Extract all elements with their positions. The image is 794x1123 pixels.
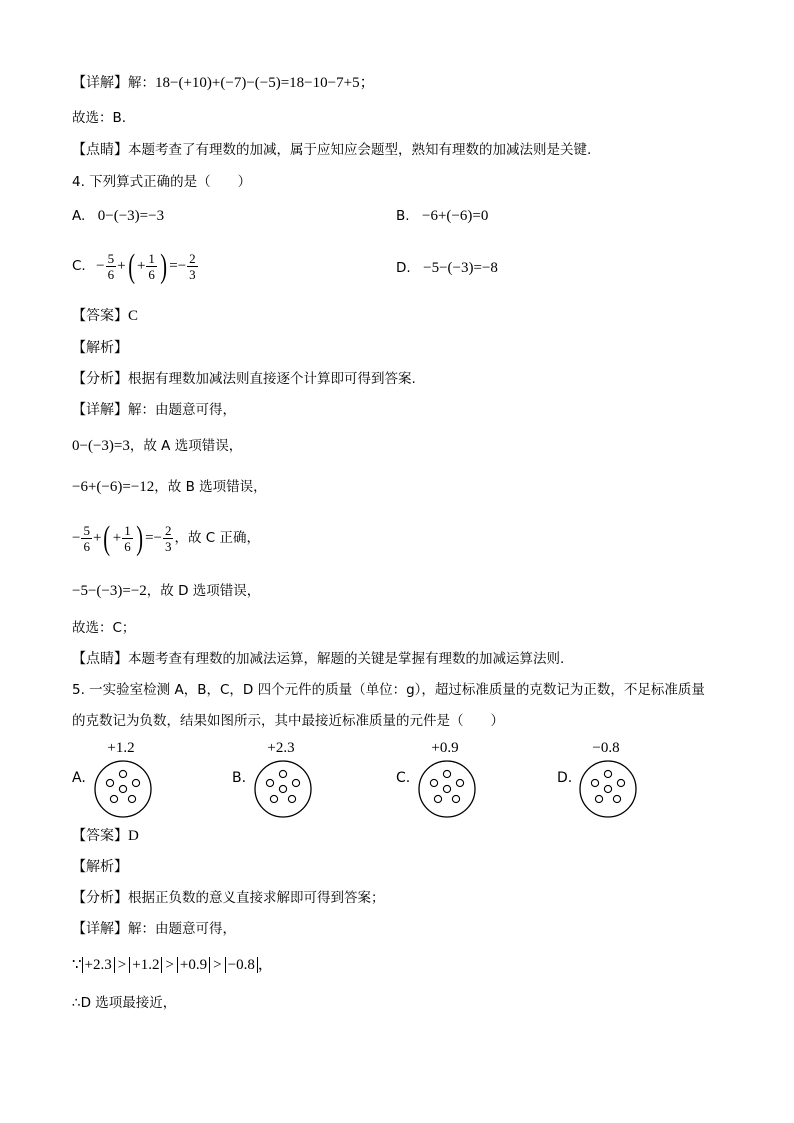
comparison-line: ∵ +2.3 > +1.2 > +0.9 > −0.8 ，: [72, 957, 273, 973]
hole: [266, 779, 273, 786]
analysis-tag: 【分析】: [72, 371, 128, 387]
choice-line: 故选：C；: [72, 620, 136, 636]
question-4-stem: 4. 下列算式正确的是（ ）: [72, 174, 252, 190]
detail-tag: 【详解】: [72, 921, 128, 937]
fraction: $\frac{1}{6}$: [148, 251, 155, 283]
detail-tag: 【详解】: [72, 75, 128, 91]
fraction: $\frac{5}{6}$: [83, 523, 90, 555]
hole: [279, 785, 286, 792]
component-label: C.: [396, 770, 411, 786]
answer-tag: 【答案】: [72, 828, 128, 844]
analysis-line: [72, 369, 416, 389]
outer-ring: [255, 761, 311, 817]
outer-ring: [580, 761, 636, 817]
detail-line: [72, 400, 236, 420]
hole: [128, 795, 135, 802]
option-a-label: A.: [72, 208, 86, 224]
hole: [279, 770, 286, 777]
plus-sign: +: [117, 258, 126, 274]
fraction: $\frac{5}{6}$: [107, 251, 115, 283]
analysis-tag: 【分析】: [72, 890, 128, 906]
hole: [106, 779, 113, 786]
hole: [591, 779, 598, 786]
component-disc: [92, 758, 154, 820]
comment-tag: 【点睛】: [72, 651, 128, 667]
detail-line: [72, 919, 236, 939]
hole: [456, 779, 463, 786]
analysis-text: 根据正负数的意义直接求解即可得到答案；: [128, 890, 385, 906]
outer-ring: [95, 761, 151, 817]
option-b-label: B.: [396, 208, 410, 224]
detail-text: 解：由题意可得，: [128, 921, 236, 937]
hole: [430, 779, 437, 786]
comment-text: 本题考查了有理数的加减，属于应知应会题型，熟知有理数的加减法则是关键.: [128, 142, 592, 158]
comment-tag: 【点睛】: [72, 142, 128, 158]
hole: [110, 795, 117, 802]
option-c-expression: − $\frac{5}{6}$ +( + $\frac{1}{6}$ ) =− $\frac{2}{3}$: [96, 247, 196, 285]
component-label: A.: [72, 770, 86, 786]
component-value: −0.8: [592, 740, 620, 756]
option-d: [396, 258, 498, 278]
comment-text: 本题考查有理数的加减法运算，解题的关键是掌握有理数的加减运算法则.: [128, 651, 565, 667]
hole: [443, 770, 450, 777]
component-value: +2.3: [267, 740, 295, 756]
solution-step-4: −5−(−3)=−2，故 D 选项错误，: [72, 583, 261, 599]
detail-expression: 18−(+10)+(−7)−(−5)=18−10−7+5；: [155, 75, 375, 91]
comment-line: [72, 649, 564, 669]
option-b: [396, 206, 488, 226]
hole: [292, 779, 299, 786]
answer-line: [72, 826, 139, 846]
question-5-stem-line-1: 5. 一实验室检测 A，B，C，D 四个元件的质量（单位：g），超过标准质量的克数记为正数，不足标准质量: [72, 682, 705, 698]
minus-sign: −: [96, 258, 105, 274]
detail-tag: 【详解】: [72, 402, 128, 418]
component-disc: [252, 758, 314, 820]
analysis-line: [72, 888, 385, 908]
solution-step-1: 0−(−3)=3，故 A 选项错误，: [72, 438, 243, 454]
analysis-text: 根据有理数加减法则直接逐个计算即可得到答案.: [128, 371, 416, 387]
hole: [613, 795, 620, 802]
solution-step-2: −6+(−6)=−12，故 B 选项错误，: [72, 479, 267, 495]
detail-text: 解：由题意可得，: [128, 402, 236, 418]
question-5-stem-line-2: 的克数记为负数，结果如图所示，其中最接近标准质量的元件是（ ）: [72, 713, 504, 729]
comment-line: [72, 140, 591, 160]
solution-step-3: − $\frac{5}{6}$ +( + $\frac{1}{6}$ ) =− $\frac{2}{3}$ ，故 C 正确，: [72, 519, 260, 557]
hole: [595, 795, 602, 802]
answer-value: D: [128, 828, 139, 844]
hole: [452, 795, 459, 802]
fraction: $\frac{1}{6}$: [124, 523, 131, 555]
fraction: $\frac{2}{3}$: [189, 251, 196, 283]
hole: [604, 785, 611, 792]
option-d-label: D.: [396, 260, 411, 276]
hole: [617, 779, 624, 786]
component-label: D.: [557, 770, 573, 786]
hole: [119, 770, 126, 777]
option-c-label: C.: [72, 258, 86, 274]
analysis-heading: 【解析】: [72, 340, 128, 356]
choice-line: 故选：B.: [72, 110, 127, 126]
option-d-expression: −5−(−3)=−8: [423, 260, 498, 276]
detail-line: [72, 73, 375, 93]
component-disc: [416, 758, 478, 820]
outer-ring: [419, 761, 475, 817]
option-a: [72, 206, 164, 226]
analysis-heading: 【解析】: [72, 859, 128, 875]
component-value: +1.2: [107, 740, 135, 756]
hole: [288, 795, 295, 802]
detail-prefix: 解：: [128, 75, 155, 91]
answer-tag: 【答案】: [72, 308, 128, 324]
hole: [119, 785, 126, 792]
hole: [132, 779, 139, 786]
option-c: [72, 246, 199, 286]
answer-line: [72, 306, 138, 326]
fraction: $\frac{2}{3}$: [164, 523, 172, 555]
option-a-expression: 0−(−3)=−3: [97, 208, 165, 224]
answer-value: C: [128, 308, 139, 324]
component-value: +0.9: [431, 740, 459, 756]
option-b-expression: −6+(−6)=0: [422, 208, 489, 224]
component-label: B.: [232, 770, 247, 786]
conclusion-line: ∴D 选项最接近，: [72, 995, 177, 1011]
component-disc: [577, 758, 639, 820]
hole: [434, 795, 441, 802]
hole: [443, 785, 450, 792]
hole: [270, 795, 277, 802]
hole: [604, 770, 611, 777]
